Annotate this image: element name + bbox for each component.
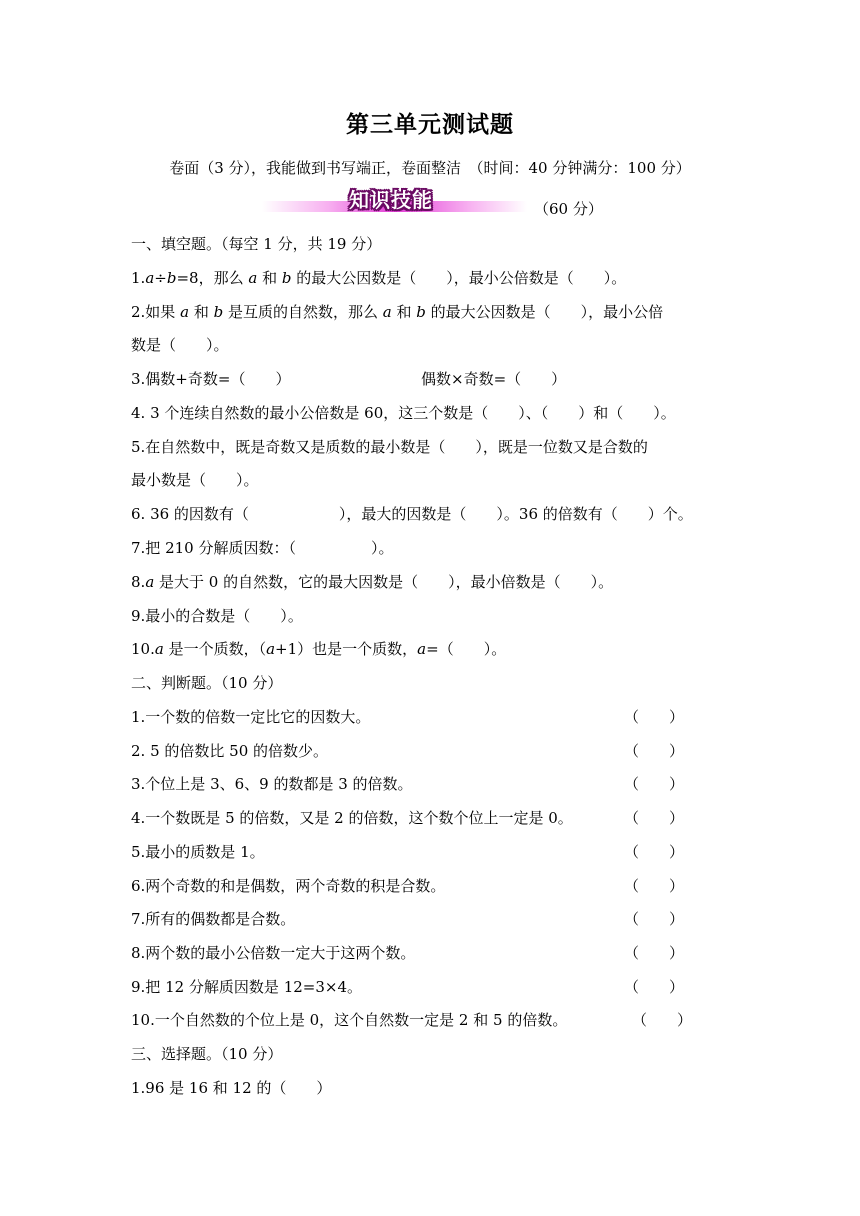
true-false-item: 6.两个奇数的和是偶数，两个奇数的积是合数。: [131, 877, 446, 895]
banner-label: 知识技能: [349, 188, 433, 212]
var-b: b: [213, 303, 224, 321]
q-text: 是一个质数，（: [163, 640, 267, 658]
true-false-item: 8.两个数的最小公倍数一定大于这两个数。: [131, 944, 416, 962]
question-1-7: 7.把 210 分解质因数：（ ）。: [131, 539, 394, 557]
question-1-9: 9.最小的合数是（ ）。: [131, 607, 303, 625]
question-1-3: [131, 368, 731, 389]
answer-parentheses[interactable]: （ ）: [624, 978, 685, 996]
q-text: +1）也是一个质数，: [275, 640, 418, 658]
var-b: b: [416, 303, 426, 321]
var-b: b: [166, 269, 177, 287]
true-false-item: 2. 5 的倍数比 50 的倍数少。: [131, 742, 329, 760]
q-text: 是互质的自然数，那么: [223, 303, 383, 321]
q-text: 和: [391, 303, 417, 321]
answer-parentheses[interactable]: （ ）: [624, 809, 685, 827]
section-heading-fill-in: 一、填空题。（每空 1 分，共 19 分）: [131, 235, 382, 253]
true-false-item: 9.把 12 分解质因数是 12=3×4。: [131, 978, 363, 996]
answer-parentheses[interactable]: （ ）: [624, 877, 685, 895]
var-a: a: [266, 640, 276, 658]
var-a: a: [180, 303, 190, 321]
true-false-item: 3.个位上是 3、6、9 的数都是 3 的倍数。: [131, 775, 413, 793]
question-1-2-cont: 数是（ ）。: [131, 336, 229, 354]
answer-parentheses[interactable]: （ ）: [624, 944, 685, 962]
question-3-1: 1.96 是 16 和 12 的（ ）: [131, 1079, 332, 1097]
true-false-item: 7.所有的偶数都是合数。: [131, 910, 296, 928]
question-1-2: [131, 301, 731, 322]
question-1-8: [131, 571, 731, 592]
page-title: 第三单元测试题: [346, 111, 514, 138]
q-text: =8，那么: [176, 269, 249, 287]
answer-parentheses[interactable]: （ ）: [624, 843, 685, 861]
q-text: 和: [257, 269, 282, 287]
question-1-5-cont: 最小数是（ ）。: [131, 471, 259, 489]
answer-parentheses[interactable]: （ ）: [624, 742, 685, 760]
var-a: a: [154, 640, 164, 658]
q3-left: 3.偶数+奇数=（ ）: [131, 370, 291, 388]
answer-parentheses[interactable]: （ ）: [624, 708, 685, 726]
true-false-item: 4.一个数既是 5 的倍数，又是 2 的倍数，这个数个位上一定是 0。: [131, 809, 573, 827]
q-text: ÷: [154, 269, 167, 287]
q-text: 1.: [131, 269, 146, 287]
var-a: a: [145, 573, 155, 591]
section-heading-multiple-choice: 三、选择题。（10 分）: [131, 1045, 283, 1063]
true-false-item: 5.最小的质数是 1。: [131, 843, 265, 861]
question-1-4: 4. 3 个连续自然数的最小公倍数是 60，这三个数是（ ）、（ ）和（ ）。: [131, 404, 676, 422]
q-text: 8.: [131, 573, 146, 591]
question-1-10: [131, 638, 731, 659]
q-text: 的最大公因数是（ ），最小公倍: [425, 303, 664, 321]
q-text: 10.: [131, 640, 155, 658]
exam-instructions: 卷面（3 分），我能做到书写端正，卷面整洁 （时间：40 分钟满分：100 分）: [169, 159, 691, 177]
var-a: a: [382, 303, 392, 321]
q-text: 和: [189, 303, 214, 321]
answer-parentheses[interactable]: （ ）: [624, 910, 685, 928]
true-false-item: 1.一个数的倍数一定比它的因数大。: [131, 708, 371, 726]
q-text: =（ ）。: [426, 640, 507, 658]
section-heading-true-false: 二、判断题。（10 分）: [131, 674, 283, 692]
var-b: b: [281, 269, 292, 287]
q3-right: 偶数×奇数=（ ）: [421, 370, 567, 388]
var-a: a: [417, 640, 427, 658]
q-text: 2.如果: [131, 303, 181, 321]
var-a: a: [248, 269, 258, 287]
q-text: 的最大公因数是（ ），最小公倍数是（ ）。: [291, 269, 627, 287]
q-text: 是大于 0 的自然数，它的最大因数是（ ），最小倍数是（ ）。: [154, 573, 614, 591]
section-banner: [262, 186, 527, 216]
answer-parentheses[interactable]: （ ）: [624, 775, 685, 793]
true-false-item: 10.一个自然数的个位上是 0，这个自然数一定是 2 和 5 的倍数。: [131, 1011, 568, 1029]
question-1-5: 5.在自然数中，既是奇数又是质数的最小数是（ ），既是一位数又是合数的: [131, 438, 648, 456]
question-1-6: 6. 36 的因数有（ ），最大的因数是（ ）。36 的倍数有（ ）个。: [131, 505, 693, 523]
banner-score: （60 分）: [534, 200, 603, 218]
answer-parentheses[interactable]: （ ）: [632, 1011, 693, 1029]
var-a: a: [145, 269, 155, 287]
question-1-1: [131, 267, 731, 288]
